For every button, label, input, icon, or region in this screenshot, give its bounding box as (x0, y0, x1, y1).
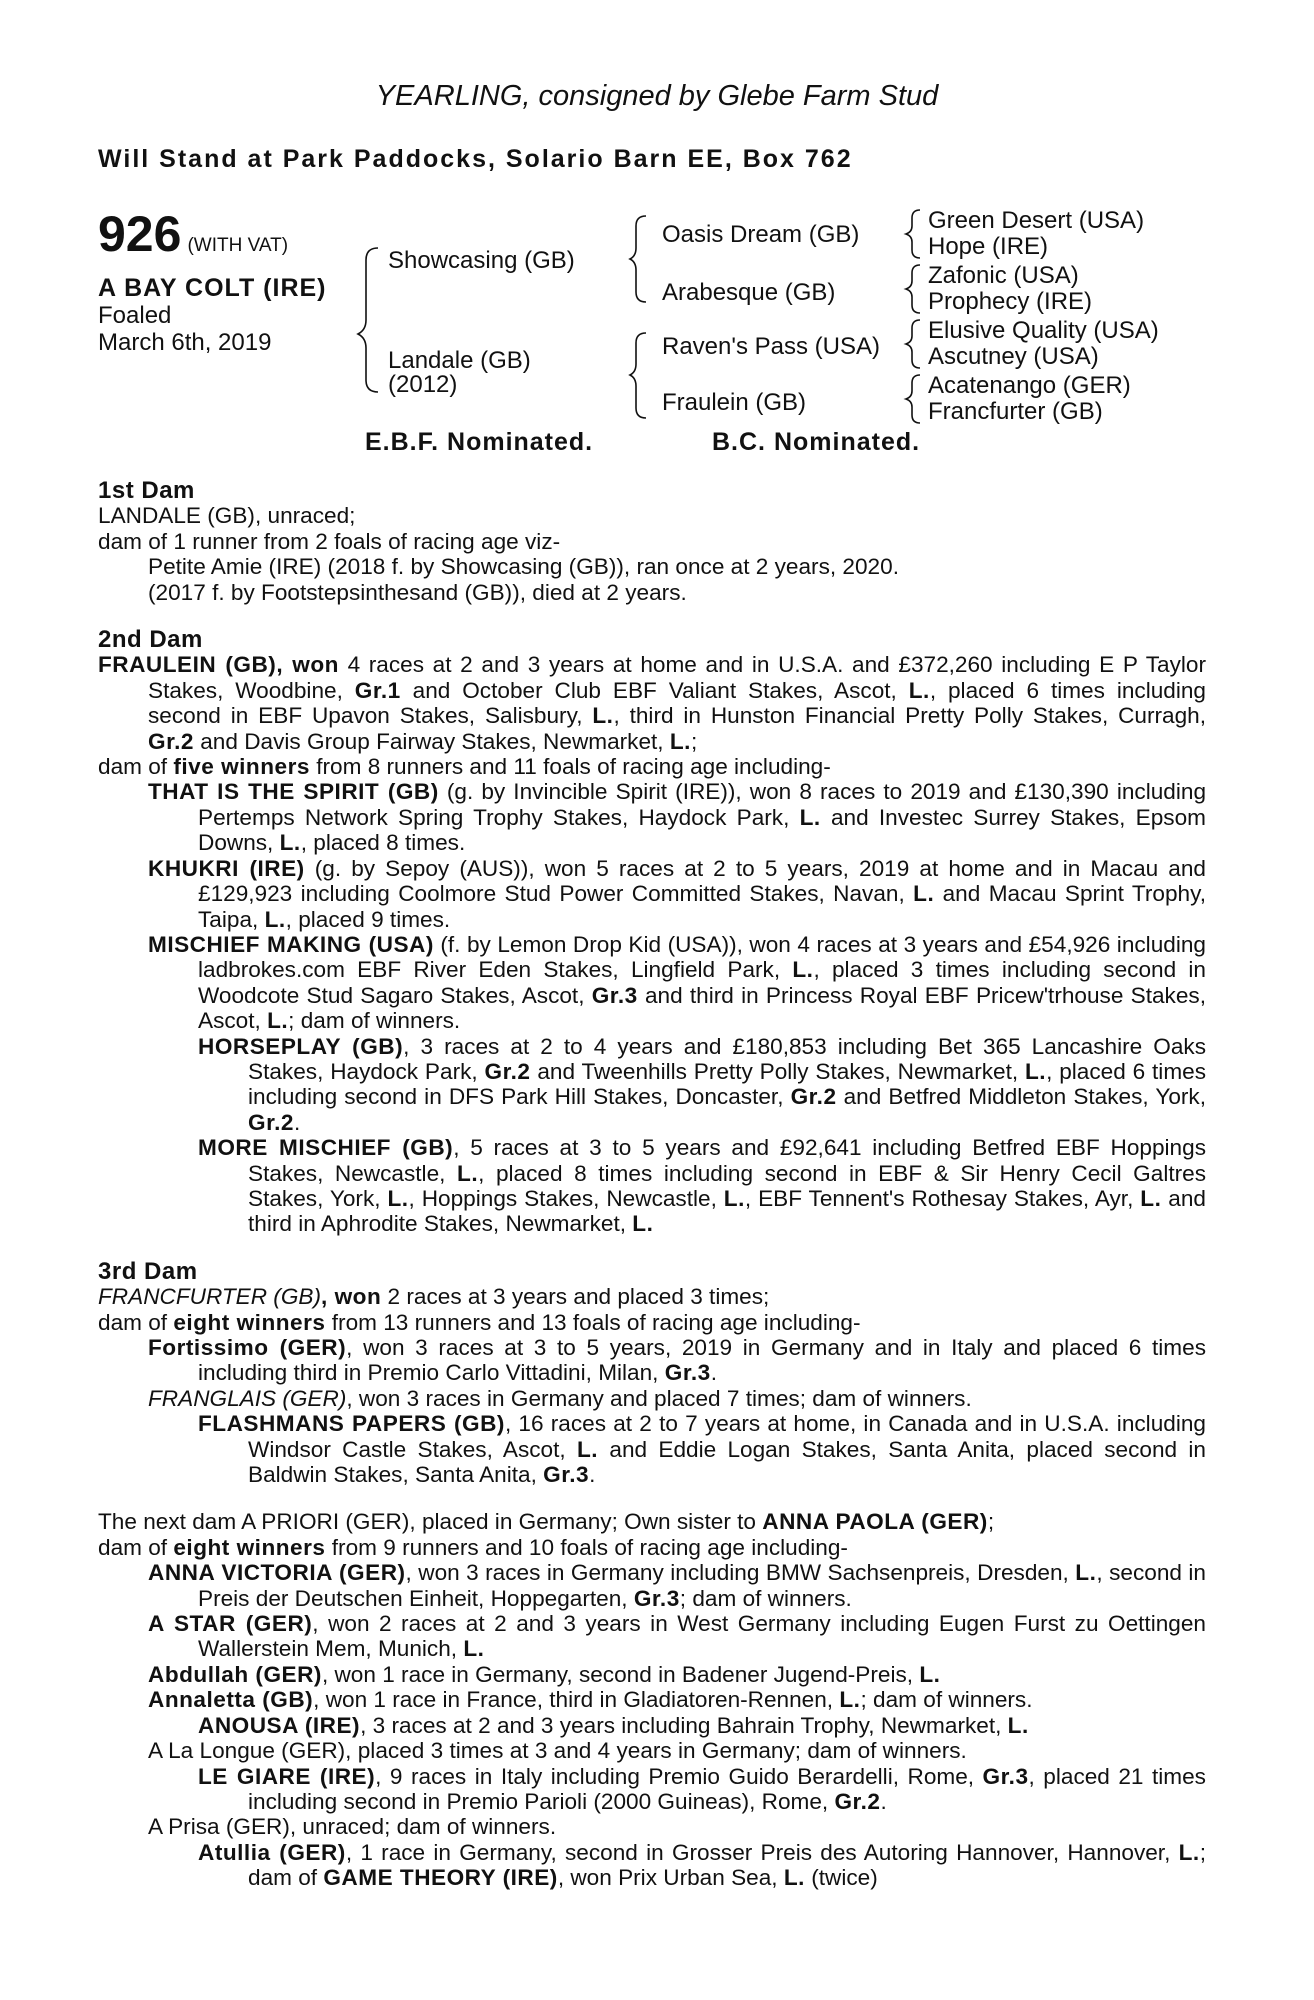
second-dam-produce: dam of five winners from 8 runners and 11 foals of racing age including- (98, 754, 831, 780)
dam-name: Landale (GB) (388, 347, 531, 374)
annaletta-entry: Annaletta (GB), won 1 race in France, third in Gladiatoren-Rennen, L.; dam of winners. (148, 1687, 1033, 1713)
franglais-entry: FRANGLAIS (GER), won 3 races in Germany and placed 7 times; dam of winners. (148, 1385, 972, 1411)
ds-dam: Ascutney (USA) (928, 343, 1099, 370)
first-dam-line-4: (2017 f. by Footstepsinthesand (GB)), died at 2 years. (148, 579, 687, 605)
ds-sire: Elusive Quality (USA) (928, 317, 1159, 344)
a-star-entry: A STAR (GER), won 2 races at 2 and 3 years in West Germany including Eugen Furst zu Oettingen Wallerstein Mem, Munich, L. (148, 1611, 1206, 1662)
fortissimo-entry: Fortissimo (GER), won 3 races at 3 to 5 years, 2019 in Germany and in Italy and placed 6 times including third in Premio Carlo Vittadini, Milan, Gr.3. (148, 1335, 1206, 1386)
mischief-entry: MISCHIEF MAKING (USA) (f. by Lemon Drop Kid (USA)), won 4 races at 3 years and £54,926 including ladbrokes.com EBF River Eden Stakes, Lingfield Park, L., placed 3 times including second in Woodcote Stud Sagaro Stakes, Ascot, Gr.3 and third in Princess Royal EBF Pricew'trhouse Stakes, Ascot, L.; dam of winners. (148, 931, 1206, 1034)
anousa-entry: ANOUSA (IRE), 3 races at 2 and 3 years including Bahrain Trophy, Newmarket, L. (198, 1712, 1029, 1738)
a-la-longue-entry: A La Longue (GER), placed 3 times at 3 and 4 years in Germany; dam of winners. (148, 1738, 967, 1764)
first-dam-heading: 1st Dam (98, 477, 195, 504)
dd-sire: Acatenango (GER) (928, 372, 1131, 399)
fraulein-entry: FRAULEIN (GB), won 4 races at 2 and 3 years at home and in U.S.A. and £372,260 including E P Taylor Stakes, Woodbine, Gr.1 and October Club EBF Valiant Stakes, Ascot, L., placed 6 times including second in EBF Upavon Stakes, Salisbury, L., third in Hunston Financial Pretty Polly Stakes, Curragh, Gr.2 and Davis Group Fairway Stakes, Newmarket, L.; (98, 652, 1207, 754)
ebf-nominated: E.B.F. Nominated. (365, 428, 594, 456)
third-dam-heading: 3rd Dam (98, 1257, 198, 1285)
ss-sire: Green Desert (USA) (928, 207, 1145, 234)
francfurter-entry: FRANCFURTER (GB), won 2 races at 3 years and placed 3 times; (98, 1284, 770, 1310)
sire-dam: Arabesque (GB) (662, 279, 836, 306)
dam-dam: Fraulein (GB) (662, 389, 807, 416)
a-prisa-entry: A Prisa (GER), unraced; dam of winners. (148, 1814, 557, 1840)
stand-location: Will Stand at Park Paddocks, Solario Barn EE, Box 762 (98, 145, 853, 173)
consignment-line: YEARLING, consigned by Glebe Farm Stud (375, 80, 939, 112)
foaled-label: Foaled (98, 302, 172, 329)
more-mischief-entry: MORE MISCHIEF (GB), 5 races at 3 to 5 years and £92,641 including Betfred EBF Hoppings Stakes, Newcastle, L., placed 8 times including second in EBF & Sir Henry Cecil Galtres Stakes, York, L., Hoppings Stakes, Newcastle, L., EBF Tennent's Rothesay Stakes, Ayr, L. and third in Aphrodite Stakes, Newmarket, L. (198, 1135, 1206, 1237)
horse-name: A BAY COLT (IRE) (98, 274, 327, 302)
flashmans-entry: FLASHMANS PAPERS (GB), 16 races at 2 to 7 years at home, in Canada and in U.S.A. including Windsor Castle Stakes, Ascot, L. and Eddie Logan Stakes, Santa Anita, placed second in Baldwin Stakes, Santa Anita, Gr.3. (198, 1411, 1206, 1488)
sire-sire: Oasis Dream (GB) (662, 221, 860, 248)
sd-sire: Zafonic (USA) (928, 262, 1079, 289)
ss-dam: Hope (IRE) (928, 233, 1049, 260)
le-giare-entry: LE GIARE (IRE), 9 races in Italy including Premio Guido Berardelli, Rome, Gr.3, placed 21 times including second in Premio Parioli (2000 Guineas), Rome, Gr.2. (198, 1763, 1206, 1814)
first-dam-line-1: LANDALE (GB), unraced; (98, 503, 356, 529)
second-dam-heading: 2nd Dam (98, 626, 203, 654)
dam-sire: Raven's Pass (USA) (662, 333, 880, 360)
spirit-entry: THAT IS THE SPIRIT (GB) (g. by Invincible Spirit (IRE)), won 8 races to 2019 and £130,390 including Pertemps Network Spring Trophy Stakes, Haydock Park, L. and Investec Surrey Stakes, Epsom Downs, L., placed 8 times. (148, 779, 1207, 856)
horseplay-entry: HORSEPLAY (GB), 3 races at 2 to 4 years and £180,853 including Bet 365 Lancashire Oaks Stakes, Haydock Park, Gr.2 and Tweenhills Pretty Polly Stakes, Newmarket, L., placed 6 times including second in DFS Park Hill Stakes, Doncaster, Gr.2 and Betfred Middleton Stakes, York, Gr.2. (198, 1033, 1207, 1135)
bc-nominated: B.C. Nominated. (712, 428, 921, 456)
produce-record (98, 478, 1206, 1891)
anna-victoria-entry: ANNA VICTORIA (GER), won 3 races in Germany including BMW Sachsenpreis, Dresden, L., second in Preis der Deutschen Einheit, Hoppegarten, Gr.3; dam of winners. (148, 1560, 1206, 1611)
lot-number: 926 (98, 206, 182, 262)
atullia-entry: Atullia (GER), 1 race in Germany, second in Grosser Preis des Autoring Hannover, Hannover, L.; dam of GAME THEORY (IRE), won Prix Urban Sea, L. (twice) (198, 1839, 1206, 1891)
sire-name: Showcasing (GB) (388, 247, 575, 274)
abdullah-entry: Abdullah (GER), won 1 race in Germany, second in Badener Jugend-Preis, L. (148, 1661, 941, 1687)
third-dam-produce: dam of eight winners from 13 runners and 13 foals of racing age including- (98, 1309, 861, 1335)
khukri-entry: KHUKRI (IRE) (g. by Sepoy (AUS)), won 5 races at 2 to 5 years, 2019 at home and in Macau and £129,923 including Coolmore Stud Power Committed Stakes, Navan, L. and Macau Sprint Trophy, Taipa, L., placed 9 times. (148, 855, 1206, 932)
first-dam-line-3: Petite Amie (IRE) (2018 f. by Showcasing (GB)), ran once at 2 years, 2020. (148, 554, 899, 580)
first-dam-line-2: dam of 1 runner from 2 foals of racing age viz- (98, 528, 561, 554)
foaled-date: March 6th, 2019 (98, 329, 272, 356)
sd-dam: Prophecy (IRE) (928, 288, 1093, 315)
vat-note: (WITH VAT) (187, 235, 289, 256)
next-dam-entry: The next dam A PRIORI (GER), placed in Germany; Own sister to ANNA PAOLA (GER); (98, 1509, 995, 1535)
next-dam-produce: dam of eight winners from 9 runners and 10 foals of racing age including- (98, 1534, 848, 1560)
dam-year: (2012) (388, 371, 458, 398)
dd-dam: Francfurter (GB) (928, 398, 1103, 425)
